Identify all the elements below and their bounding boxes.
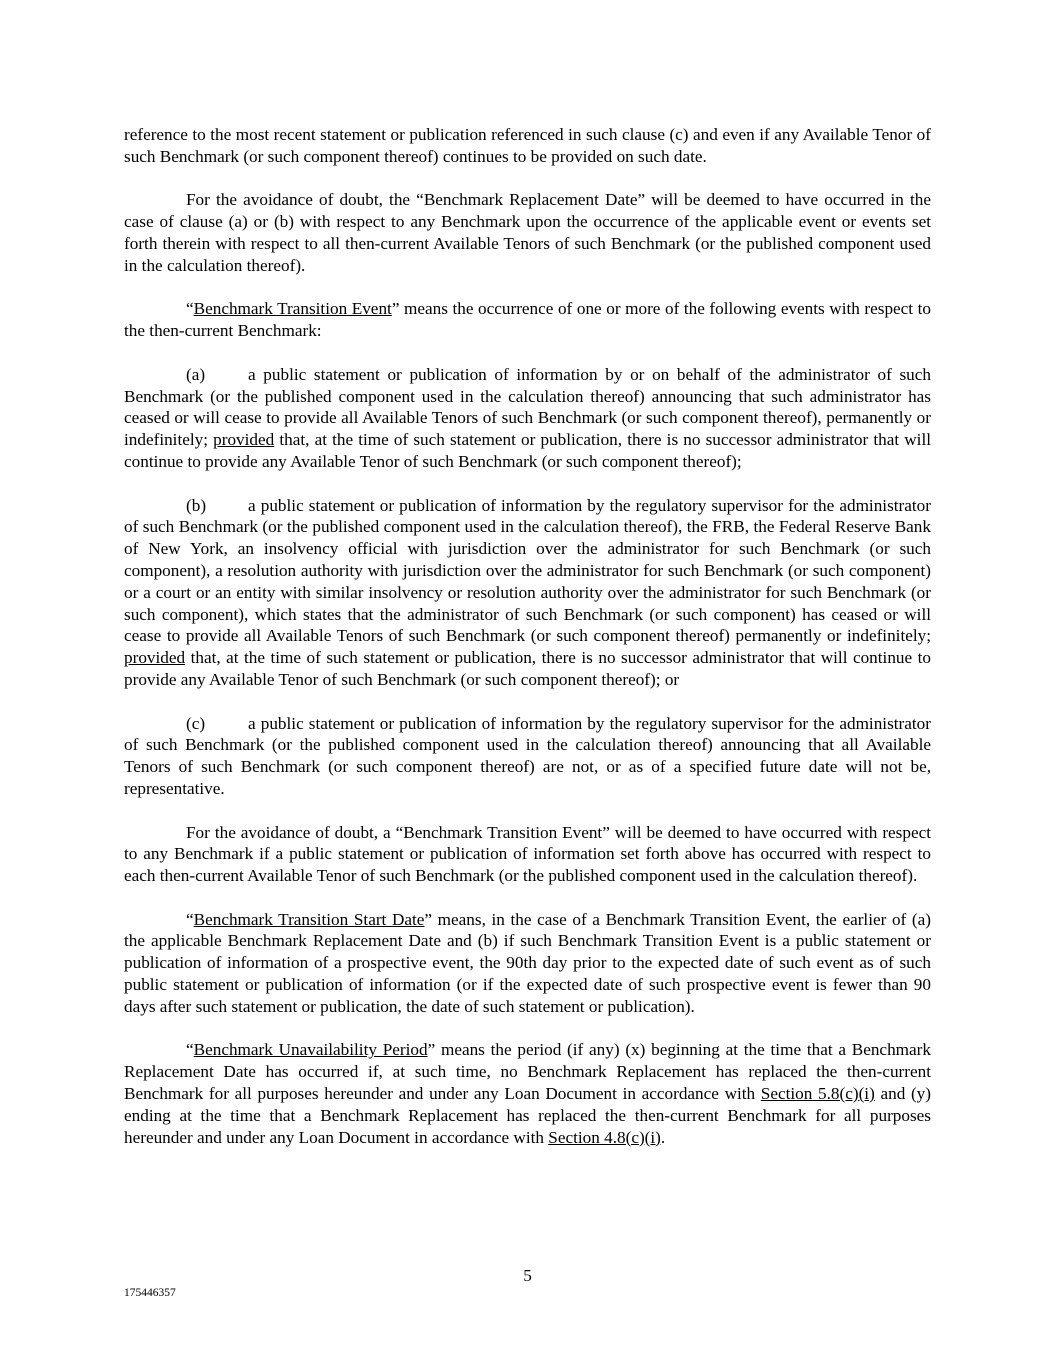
defined-term: Benchmark Transition Start Date	[193, 909, 425, 929]
defined-term: Benchmark Unavailability Period	[193, 1040, 428, 1060]
definition-benchmark-transition-event	[124, 298, 931, 342]
section-reference: Section 5.8(c)(i)	[760, 1084, 875, 1104]
clause-text: a public statement or publication of information by the regulatory supervisor for the administrator of such Benchmark (or the published component used in the calculation thereof) announcing that all Available Tenors of such Benchmark (or such component thereof) are not, or as of a specified future date will not be, representative.	[124, 713, 931, 798]
section-reference: Section 4.8(c)(i)	[548, 1127, 661, 1147]
defined-term: Benchmark Transition Event	[193, 299, 392, 319]
clause-a	[124, 364, 931, 473]
paragraph-continuation: reference to the most recent statement or publication referenced in such clause (c) and even if any Available Tenor of such Benchmark (or such component thereof) continues to be provided on such date.	[124, 125, 931, 166]
open-quote: “	[186, 909, 194, 929]
definition-text: ” means the period (if any) (x) beginning at the time that a Benchmark Replacement Date has occurred if, at such time, no Benchmark Replacement has replaced the then-current Benchmark for all purposes hereunder and under any Loan Document in accordance with	[124, 1040, 931, 1104]
definition-text: .	[660, 1127, 666, 1147]
provided-term: provided	[124, 648, 186, 668]
definition-benchmark-transition-start-date	[124, 909, 931, 1018]
clause-text: that, at the time of such statement or publication, there is no successor administrator that will continue to provide any Available Tenor of such Benchmark (or such component thereof);	[124, 430, 931, 471]
clause-text: a public statement or publication of information by or on behalf of the administrator of such Benchmark (or the published component used in the calculation thereof) announcing that such administrator has ceased or will cease to provide all Available Tenors of such Benchmark (or such component thereof), permanently or indefinitely;	[124, 364, 931, 450]
document-body	[124, 124, 931, 1170]
clause-label: (c)	[186, 713, 206, 733]
definition-benchmark-unavailability-period	[124, 1039, 931, 1148]
open-quote: “	[186, 299, 194, 319]
clause-text: a public statement or publication of information by the regulatory supervisor for the administrator of such Benchmark (or the published component used in the calculation thereof), the FRB, the Federal Reserve Bank of New York, an insolvency official with jurisdiction over the administrator for such Benchmark (or such component), a resolution authority with jurisdiction over the administrator for such Benchmark (or such component) or a court or an entity with similar insolvency or resolution authority over the administrator for such Benchmark (or such component), which states that the administrator of such Benchmark (or such component) has ceased or will cease to provide all Available Tenors of such Benchmark (or such component thereof) permanently or indefinitely;	[124, 495, 931, 646]
clause-b	[124, 495, 931, 691]
definition-text: ” means the occurrence of one or more of the following events with respect to the then-current Benchmark:	[124, 299, 931, 341]
clause-c	[124, 713, 931, 800]
clause-label: (a)	[186, 364, 206, 384]
open-quote: “	[186, 1040, 194, 1060]
definition-text: ” means, in the case of a Benchmark Transition Event, the earlier of (a) the applicable Benchmark Replacement Date and (b) if such Benchmark Transition Event is a public statement or publication of information of a prospective event, the 90th day prior to the expected date of such event as of such public statement or publication of information (or if the expected date of such prospective event is fewer than 90 days after such statement or publication, the date of such statement or publication).	[124, 909, 931, 1016]
provided-term: provided	[213, 430, 275, 450]
document-id: 175446357	[124, 1287, 176, 1299]
clause-text: that, at the time of such statement or publication, there is no successor administrator that will continue to provide any Available Tenor of such Benchmark (or such component thereof); or	[124, 648, 931, 689]
page-number: 5	[523, 1266, 532, 1285]
definition-text: and (y) ending at the time that a Benchmark Replacement has replaced the then-current Benchmark for all purposes hereunder and under any Loan Document in accordance with	[124, 1084, 932, 1147]
paragraph-replacement-date-doubt: For the avoidance of doubt, the “Benchmark Replacement Date” will be deemed to have occurred in the case of clause (a) or (b) with respect to any Benchmark upon the occurrence of the applicable event or events set forth therein with respect to all then-current Available Tenors of such Benchmark (or the published component used in the calculation thereof).	[124, 190, 931, 275]
paragraph-transition-event-doubt: For the avoidance of doubt, a “Benchmark Transition Event” will be deemed to have occurred with respect to any Benchmark if a public statement or publication of information set forth above has occurred with respect to each then-current Available Tenor of such Benchmark (or the published component used in the calculation thereof).	[124, 822, 931, 886]
clause-label: (b)	[186, 495, 207, 515]
